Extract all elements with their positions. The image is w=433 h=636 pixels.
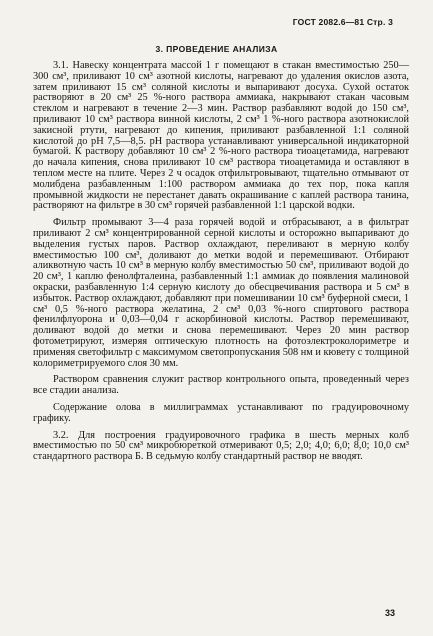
page-number: 33 xyxy=(384,608,395,618)
paragraph-reference-solution: Раствором сравнения служит раствор контрольного опыта, проведенный через все стадии анализа. xyxy=(33,374,409,397)
page-header: ГОСТ 2082.6—81 Стр. 3 xyxy=(292,17,393,27)
paragraph-3-2: 3.2. Для построения градуировочного графика в шесть мерных колб вместимостью по 50 см³ микробюреткой отмеривают 0,5; 2,0; 4,0; 6,0; 8,0; 10,0 см³ стандартного раствора Б. В седьмую колбу стандартный раствор не вводят. xyxy=(33,429,409,463)
paragraph-filter: Фильтр промывают 3—4 раза горячей водой и отбрасывают, а в фильтрат приливают 2 см³ концентрированной серной кислоты и осторожно выпаривают до выделения густых паров. Раствор охлаждают, переливают в мерную колбу вместимостью 100 см³, доливают до метки водой и перемешивают. Отбирают аликвотную часть 10 см³ в мерную колбу вместимостью 50 см³, приливают водой до 20 см³, 1 каплю фенолфталеина, разбавленный 1:1 аммиак до появления малиновой окраски, разбавленную 1:4 серную кислоту до обесцвечивания раствора и 5 см³ в избыток. Раствор охлаждают, добавляют при помешивании 10 см³ буферной смеси, 1 см³ 0,5 %-ного раствора желатина, 2 см³ 0,03 %-ного спиртового раствора фенилфлуорона и 0,03—0,04 г аскорбиновой кислоты. Раствор перемешивают, доливают водой до метки и снова перемешивают. Через 20 мин раствор фотометрируют, измеряя оптическую плотность на фотоэлектроколориметре и применяя светофильтр с максимумом светопропускания 508 нм и кювету с толщиной колориметрируемого слоя 30 мм. xyxy=(33,217,409,369)
paragraph-3-1: 3.1. Навеску концентрата массой 1 г помещают в стакан вместимостью 250—300 см³, приливают 10 см³ азотной кислоты, нагревают до удаления окислов азота, затем приливают 15 см³ соляной кислоты и выпаривают досуха. Сухой остаток растворяют в 20 см³ 25 %-ного раствора аммиака, накрывают стакан часовым стеклом и нагревают в течение 2—3 мин. Раствор разбавляют водой до 150 см³, приливают 10 см³ раствора винной кислоты, 2 см³ 1 %-ного раствора азотнокислой закисной ртути, нагревают до кипения, приливают разбавленной 1:1 соляной кислотой до рН 7,5—8,5. рН раствора устанавливают универсальной индикаторной бумагой. К раствору добавляют 10 см³ 2 %-ного раствора тиоацетамида, нагревают до начала кипения, снова приливают 10 см³ раствора тиоацетамида и оставляют в теплом месте на плите. Через 2 ч осадок отфильтровывают, тщательно отмывают от молибдена разбавленным 1:100 раствором аммиака до тех пор, пока капля промывной жидкости не перестанет давать окрашивание с каплей раствора танина, растворяют на фильтре в 30 см³ горячей разбавленной 1:1 царской водки. xyxy=(33,60,409,212)
paragraph-tin-content: Содержание олова в миллиграммах устанавливают по градуировочному графику. xyxy=(33,401,409,424)
body-text xyxy=(33,61,409,469)
section-title: 3. ПРОВЕДЕНИЕ АНАЛИЗА xyxy=(155,44,278,54)
